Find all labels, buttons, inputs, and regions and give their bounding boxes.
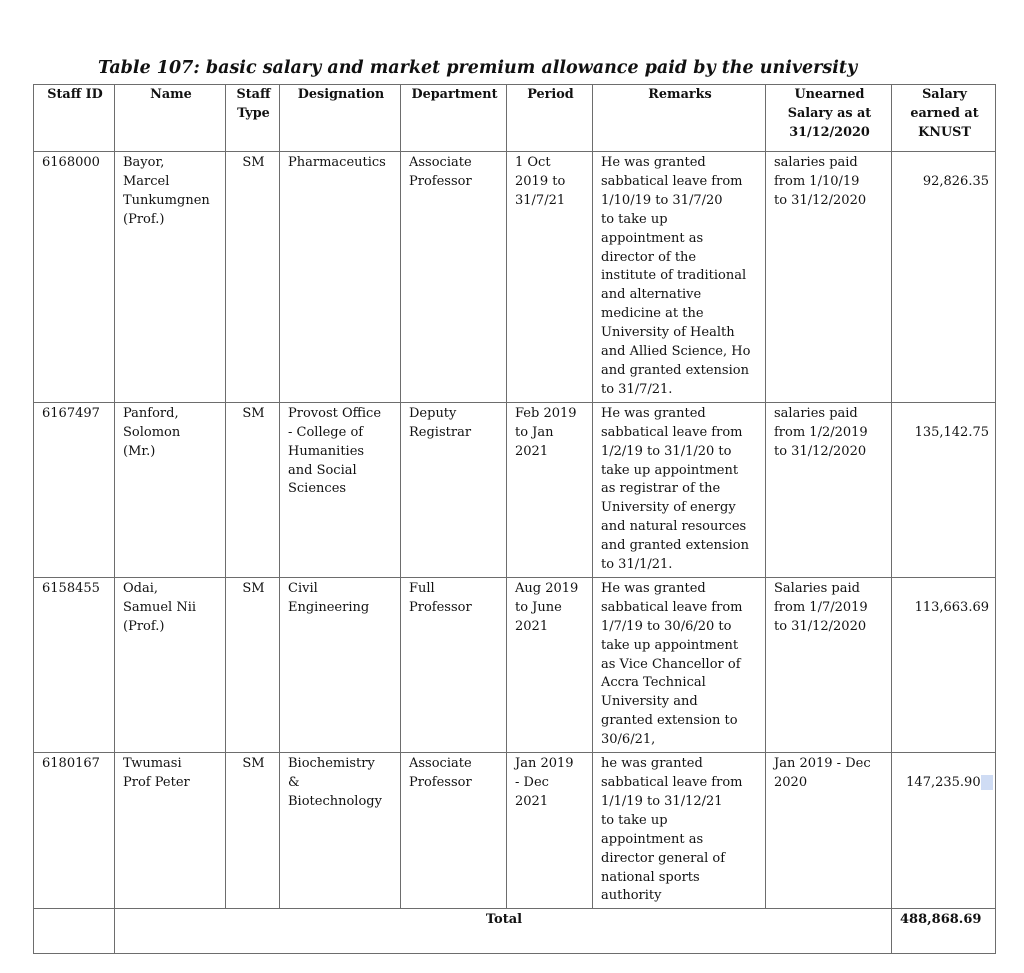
cell-name: Bayor, Marcel Tunkumgnen (Prof.) [115,152,226,403]
header-unearned-salary: Unearned Salary as at 31/12/2020 [766,85,892,152]
cell-period: Aug 2019 to June 2021 [507,577,593,752]
table-caption: Table 107: basic salary and market premium allowance paid by the university [98,58,858,78]
header-staff-id: Staff ID [34,85,115,152]
cell-staff-type: SM [226,152,280,403]
header-staff-type: Staff Type [226,85,280,152]
cell-unearned-salary: salaries paid from 1/2/2019 to 31/12/2020 [766,402,892,577]
header-name: Name [115,85,226,152]
cell-unearned-salary: Jan 2019 - Dec 2020 [766,753,892,909]
total-label: Total [115,909,892,954]
cell-salary-earned: 92,826.35 [892,152,996,403]
cell-designation: Civil Engineering [280,577,401,752]
header-designation: Designation [280,85,401,152]
cell-staff-id: 6158455 [34,577,115,752]
header-period: Period [507,85,593,152]
cell-period: 1 Oct 2019 to 31/7/21 [507,152,593,403]
cell-department: Deputy Registrar [401,402,507,577]
cell-salary-earned: 135,142.75 [892,402,996,577]
header-salary-earned: Salary earned at KNUST [892,85,996,152]
cell-department: Associate Professor [401,152,507,403]
cell-staff-type: SM [226,753,280,909]
cell-staff-type: SM [226,402,280,577]
cell-staff-id: 6168000 [34,152,115,403]
cell-designation: Provost Office - College of Humanities and Social Sciences [280,402,401,577]
cell-staff-id: 6180167 [34,753,115,909]
cell-designation: Biochemistry & Biotechnology [280,753,401,909]
cell-unearned-salary: salaries paid from 1/10/19 to 31/12/2020 [766,152,892,403]
cell-remarks: he was granted sabbatical leave from 1/1/19 to 31/12/21 to take up appointment as director general of national sports authority [593,753,766,909]
table-row [34,753,996,909]
cell-designation: Pharmaceutics [280,152,401,403]
total-row [34,909,996,954]
cell-remarks: He was granted sabbatical leave from 1/10/19 to 31/7/20 to take up appointment as director of the institute of traditional and alternative medicine at the University of Health and Allied Science, Ho and granted extension to 31/7/21. [593,152,766,403]
cell-period: Jan 2019 - Dec 2021 [507,753,593,909]
salary-value: 147,235.90 [906,775,981,791]
cell-department: Associate Professor [401,753,507,909]
cell-remarks: He was granted sabbatical leave from 1/7/19 to 30/6/20 to take up appointment as Vice Chancellor of Accra Technical University and granted extension to 30/6/21, [593,577,766,752]
total-value: 488,868.69 [892,909,996,954]
cell-salary-earned: 113,663.69 [892,577,996,752]
cell-remarks: He was granted sabbatical leave from 1/2/19 to 31/1/20 to take up appointment as registrar of the University of energy and natural resources and granted extension to 31/1/21. [593,402,766,577]
table-row [34,577,996,752]
table-row [34,152,996,403]
cell-name: Panford, Solomon (Mr.) [115,402,226,577]
cell-salary-earned [892,753,996,909]
salary-table [33,84,996,954]
header-department: Department [401,85,507,152]
table-row [34,402,996,577]
cell-unearned-salary: Salaries paid from 1/7/2019 to 31/12/2020 [766,577,892,752]
cell-staff-id: 6167497 [34,402,115,577]
cell-name: Odai, Samuel Nii (Prof.) [115,577,226,752]
cell-staff-type: SM [226,577,280,752]
header-row [34,85,996,152]
header-remarks: Remarks [593,85,766,152]
cell-period: Feb 2019 to Jan 2021 [507,402,593,577]
text-selection-highlight [981,775,993,790]
total-empty-cell [34,909,115,954]
cell-department: Full Professor [401,577,507,752]
cell-name: Twumasi Prof Peter [115,753,226,909]
